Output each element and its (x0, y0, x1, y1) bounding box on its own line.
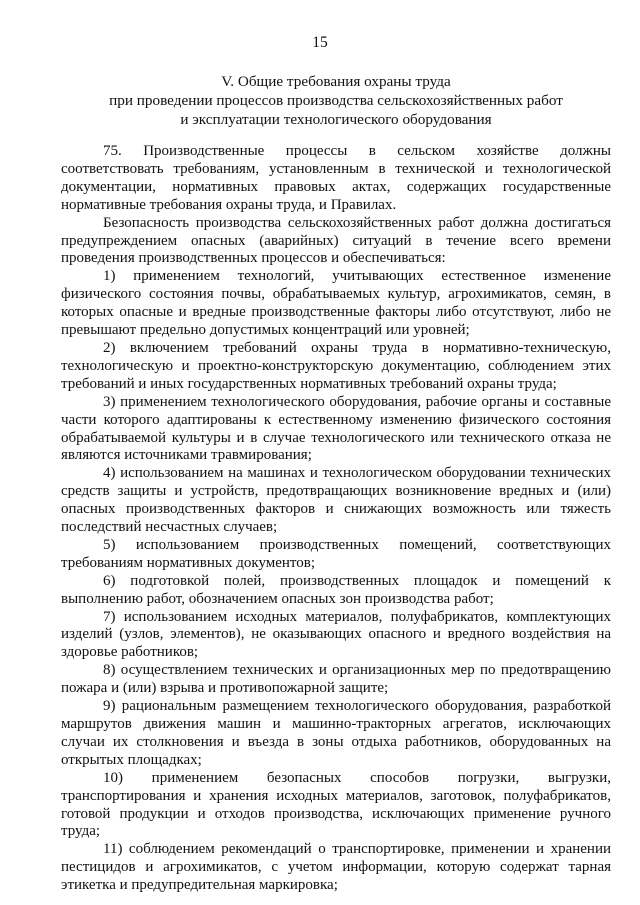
list-item-4: 4) использованием на машинах и технологическом оборудовании технических средств защиты и устройств, предотвращающих возникновение вредных и (или) опасных производственных факторов и снижающих возможность или тяжесть последствий несчастных случаев; (61, 465, 611, 536)
list-item-10: 10) применением безопасных способов погрузки, выгрузки, транспортирования и хранения исходных материалов, заготовок, полуфабрикатов, готовой продукции и отходов производства, исключающих применение ручного труда; (61, 769, 611, 840)
list-item-8: 8) осуществлением технических и организационных мер по предотвращению пожара и (или) взрыва и противопожарной защите; (61, 662, 611, 697)
list-item-5: 5) использованием производственных помещений, соответствующих требованиям нормативных документов; (61, 536, 611, 571)
section-heading-line-2: при проведении процессов производства сельскохозяйственных работ (109, 92, 563, 109)
list-item-3: 3) применением технологического оборудования, рабочие органы и составные части которого адаптированы к естественному изменению физического состояния обрабатываемой культуры и в случае технологического или технического отказа не являются источниками травмирования; (61, 393, 611, 464)
section-heading (60, 72, 612, 129)
section-heading-line-3: и эксплуатации технологического оборудования (180, 111, 492, 128)
list-item-2: 2) включением требований охраны труда в нормативно-техническую, технологическую и проектно-конструкторскую документацию, соблюдением этих требований и иных государственных нормативных требований охраны труда; (61, 339, 611, 392)
list-item-1: 1) применением технологий, учитывающих естественное изменение физического состояния почвы, обрабатываемых культур, агрохимикатов, семян, в которых опасные и вредные производственные факторы либо отсутствуют, либо не превышают предельно допустимых концентраций или уровней; (61, 268, 611, 339)
paragraph-75: 75. Производственные процессы в сельском хозяйстве должны соответствовать требованиям, установленным в технической и технологической документации, нормативных правовых актах, содержащих государственные нормативные требования охраны труда, и Правилах. (61, 143, 611, 213)
page-number: 15 (312, 34, 328, 51)
document-body (61, 143, 611, 895)
list-item-7: 7) использованием исходных материалов, полуфабрикатов, комплектующих изделий (узлов, элементов), не оказывающих опасного и вредного воздействия на здоровье работников; (61, 608, 611, 661)
paragraph-intro: Безопасность производства сельскохозяйственных работ должна достигаться предупреждением опасных (аварийных) ситуаций в течение всего времени проведения производственных процессов и обеспечиваться: (61, 214, 611, 267)
list-item-6: 6) подготовкой полей, производственных площадок и помещений к выполнению работ, обозначением опасных зон производства работ; (61, 572, 611, 607)
list-item-11: 11) соблюдением рекомендаций о транспортировке, применении и хранении пестицидов и агрохимикатов, с учетом информации, которую содержат тарная этикетка и предупредительная маркировка; (61, 841, 611, 894)
list-item-9: 9) рациональным размещением технологического оборудования, разработкой маршрутов движения машин и машинно-тракторных агрегатов, исключающих случаи их столкновения и въезда в зоны отдыха работников, оборудованных на открытых площадках; (61, 698, 611, 768)
section-heading-line-1: V. Общие требования охраны труда (221, 73, 451, 90)
